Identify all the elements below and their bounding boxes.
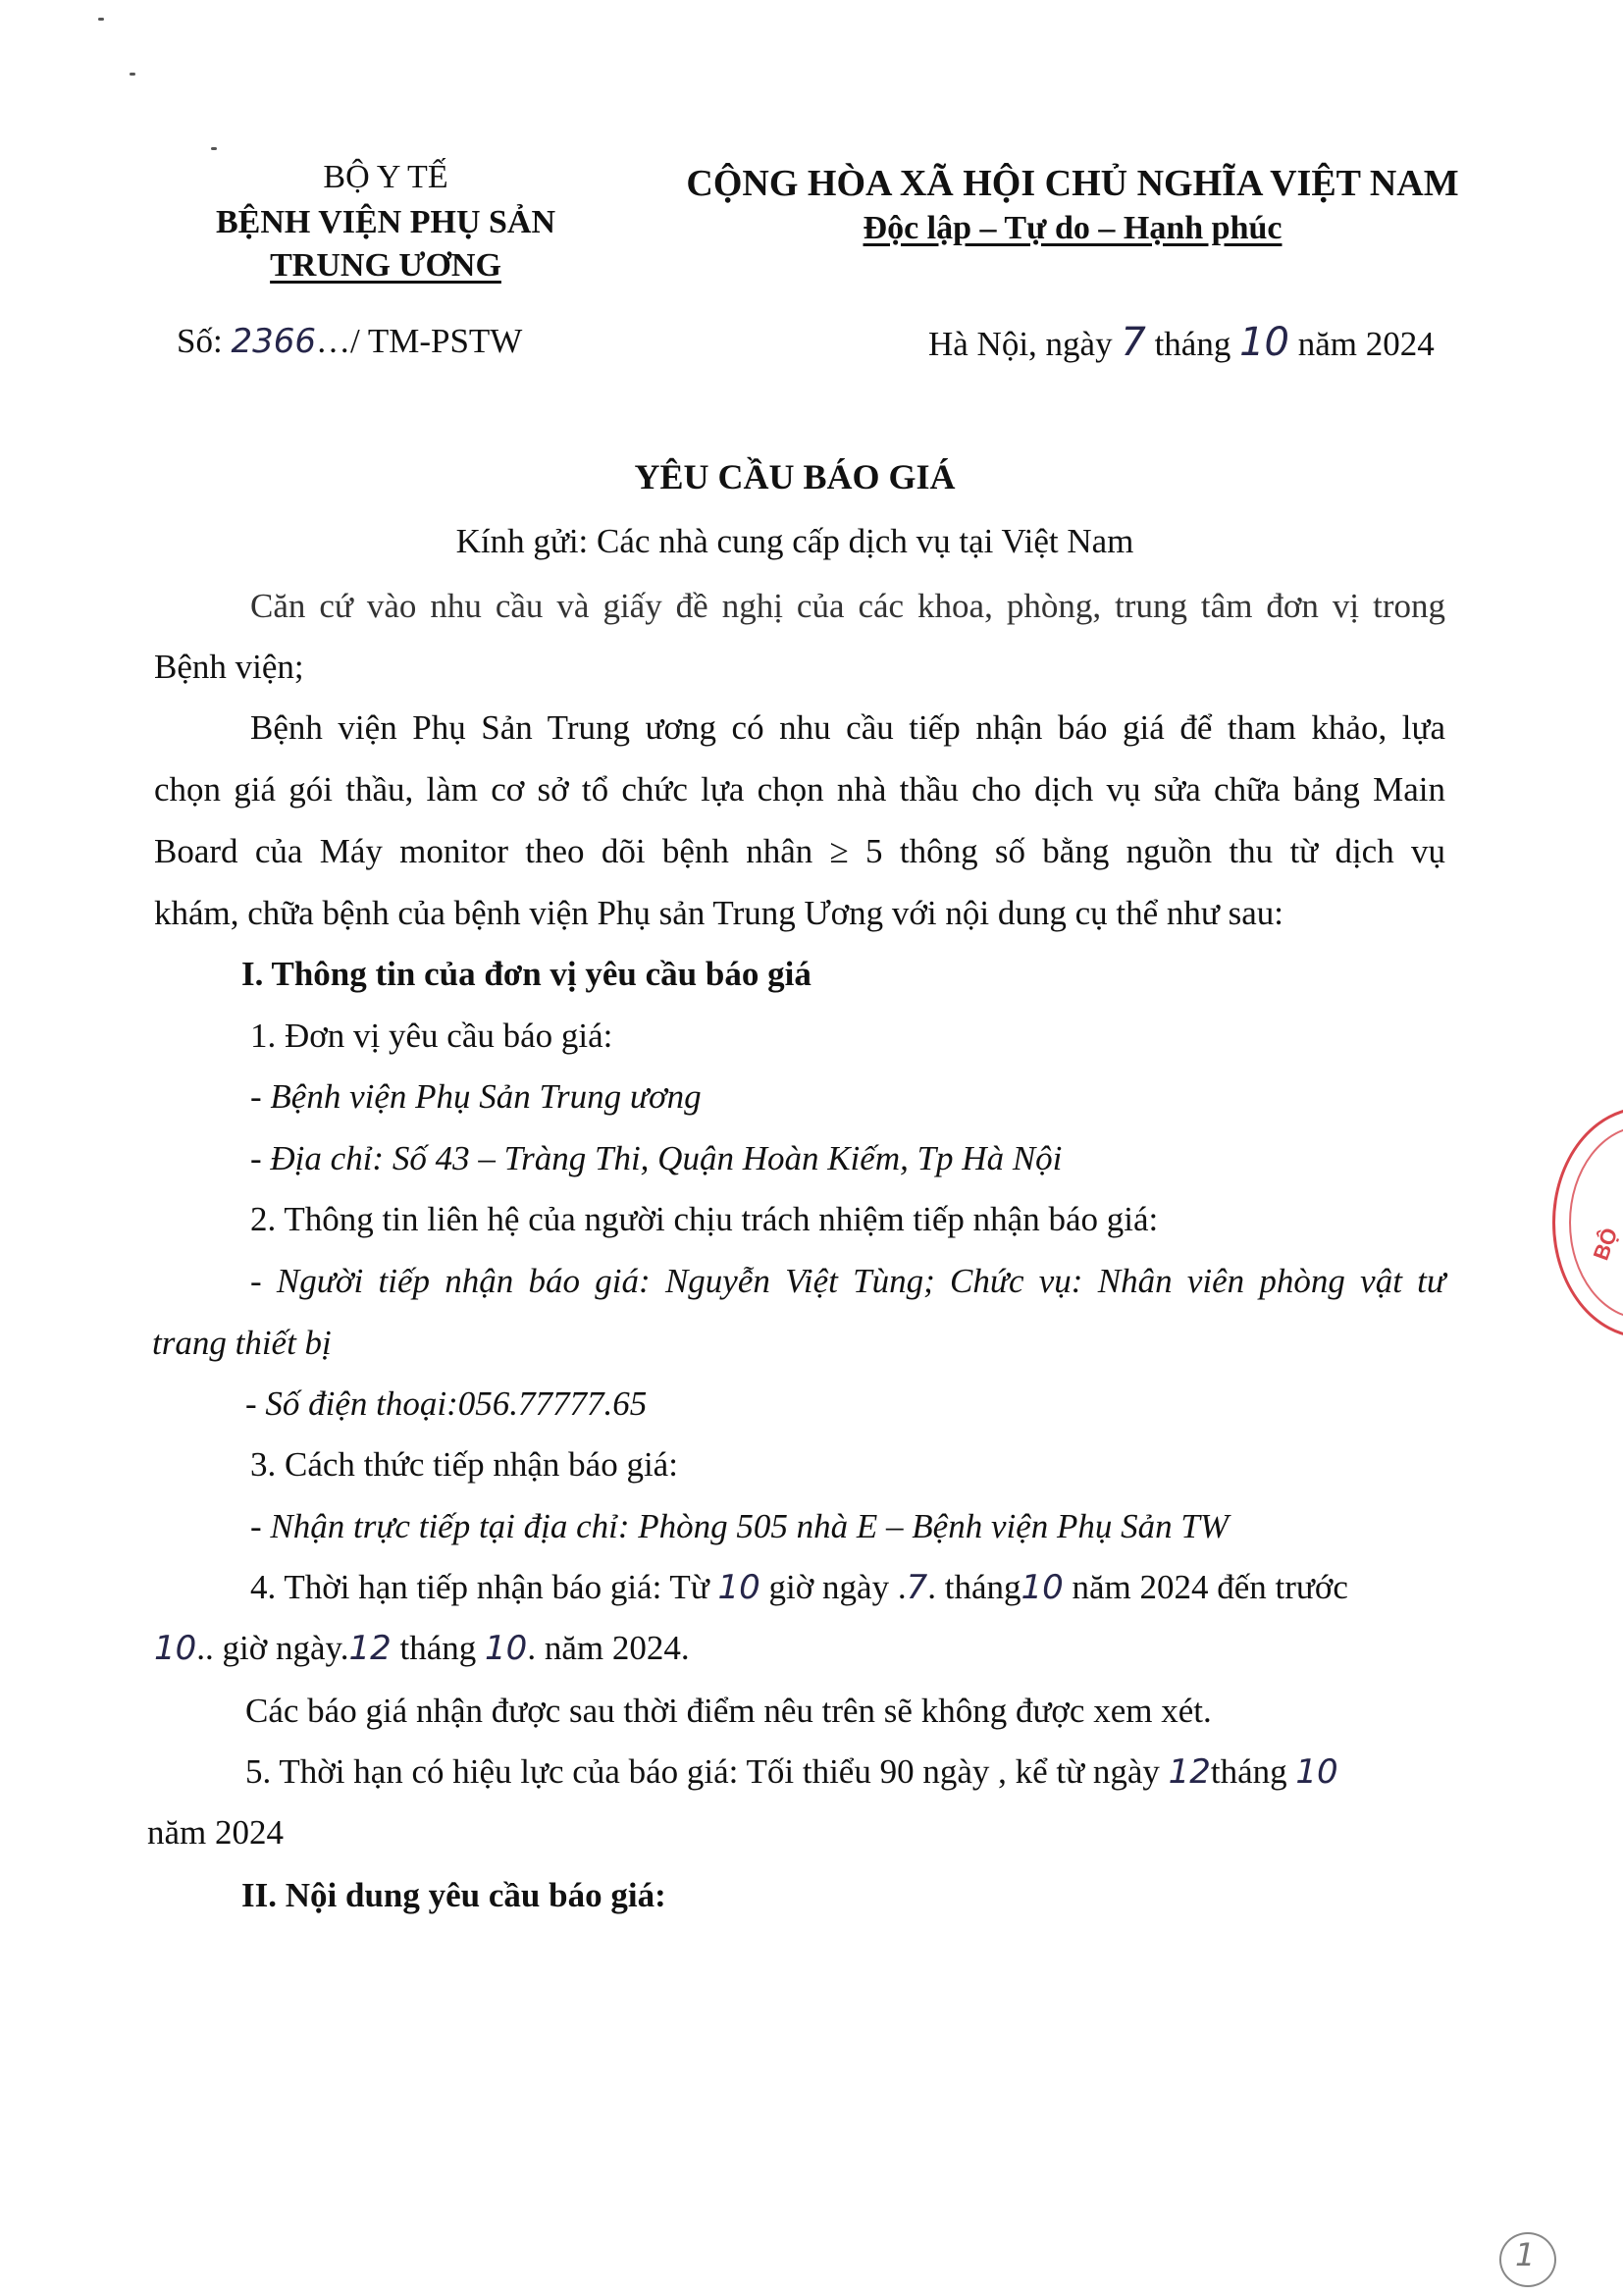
item2-person-line1: - Người tiếp nhận báo giá: Nguyễn Việt Tùng; Chức vụ: Nhân viên phòng vật tư (250, 1262, 1445, 1300)
scan-speck (98, 18, 104, 21)
item3-method: - Nhận trực tiếp tại địa chỉ: Phòng 505 nhà E – Bệnh viện Phụ Sản TW (250, 1507, 1230, 1545)
item5-line1: 5. Thời hạn có hiệu lực của báo giá: Tối thiểu 90 ngày , kể từ ngày 12tháng 10 (245, 1752, 1338, 1792)
hospital-name-line1: BỆNH VIỆN PHỤ SẢN (215, 204, 556, 240)
purpose-line4: khám, chữa bệnh của bệnh viện Phụ sản Trung Ương với nội dung cụ thể như sau: (154, 894, 1284, 932)
document-title: YÊU CẦU BÁO GIÁ (634, 457, 956, 496)
number-prefix: Số: (177, 322, 232, 360)
basis-line1: Căn cứ vào nhu cầu và giấy đề nghị của các khoa, phòng, trung tâm đơn vị trong (250, 587, 1445, 625)
item3-label: 3. Cách thức tiếp nhận báo giá: (250, 1445, 678, 1484)
stamp-text: BỘ (1588, 1225, 1623, 1264)
section1-heading: I. Thông tin của đơn vị yêu cầu báo giá (241, 955, 812, 993)
section2-heading: II. Nội dung yêu cầu báo giá: (241, 1876, 666, 1914)
number-suffix: …/ TM-PSTW (315, 322, 523, 360)
purpose-line2: chọn giá gói thầu, làm cơ sở tổ chức lựa chọn nhà thầu cho dịch vụ sửa chữa bảng Main (154, 770, 1445, 809)
item5-line2: năm 2024 (147, 1813, 285, 1852)
date-month-handwritten: 10 (1239, 320, 1289, 365)
scan-speck (211, 147, 217, 150)
page-number: 1 (1515, 2236, 1536, 2273)
item4-day-to: 12 (348, 1629, 392, 1668)
ministry-name: BỘ Y TẾ (323, 159, 448, 195)
item5-day: 12 (1168, 1752, 1211, 1792)
item4-line1: 4. Thời hạn tiếp nhận báo giá: Từ 10 giờ ngày .7. tháng10 năm 2024 đến trước (250, 1568, 1348, 1607)
document-date: Hà Nội, ngày 7 tháng 10 năm 2024 (928, 320, 1435, 365)
item4-month-from: 10 (1021, 1568, 1064, 1607)
document-number (177, 322, 522, 361)
purpose-line1: Bệnh viện Phụ Sản Trung ương có nhu cầu tiếp nhận báo giá để tham khảo, lựa (250, 708, 1445, 747)
item1-address: - Địa chỉ: Số 43 – Tràng Thi, Quận Hoàn Kiếm, Tp Hà Nội (250, 1139, 1063, 1177)
purpose-line3: Board của Máy monitor theo dõi bệnh nhân ≥ 5 thông số bằng nguồn thu từ dịch vụ (154, 832, 1445, 870)
item4-note: Các báo giá nhận được sau thời điểm nêu trên sẽ không được xem xét. (245, 1692, 1212, 1730)
republic-title: CỘNG HÒA XÃ HỘI CHỦ NGHĨA VIỆT NAM (686, 163, 1459, 204)
item2-label: 2. Thông tin liên hệ của người chịu trách nhiệm tiếp nhận báo giá: (250, 1200, 1159, 1238)
scan-speck (130, 73, 135, 76)
item1-label: 1. Đơn vị yêu cầu báo giá: (250, 1017, 613, 1055)
item5-month: 10 (1295, 1752, 1338, 1792)
item4-line2: 10.. giờ ngày.12 tháng 10. năm 2024. (154, 1629, 690, 1668)
item2-phone: - Số điện thoại:056.77777.65 (245, 1384, 648, 1423)
item4-month-to: 10 (485, 1629, 528, 1668)
item2-person-line2: trang thiết bị (152, 1324, 332, 1362)
official-stamp (1552, 1107, 1623, 1338)
date-day-handwritten: 7 (1121, 320, 1146, 365)
item1-name: - Bệnh viện Phụ Sản Trung ương (250, 1077, 702, 1116)
hospital-name-line2: TRUNG ƯƠNG (270, 247, 501, 284)
basis-line2: Bệnh viện; (154, 648, 304, 686)
item4-hour-to: 10 (154, 1629, 197, 1668)
recipient-line: Kính gửi: Các nhà cung cấp dịch vụ tại Việt Nam (455, 522, 1134, 560)
item4-day-from: 7 (906, 1568, 928, 1607)
item4-hour-from: 10 (717, 1568, 760, 1607)
national-motto: Độc lập – Tự do – Hạnh phúc (863, 210, 1283, 246)
number-handwritten: 2366 (231, 322, 316, 361)
